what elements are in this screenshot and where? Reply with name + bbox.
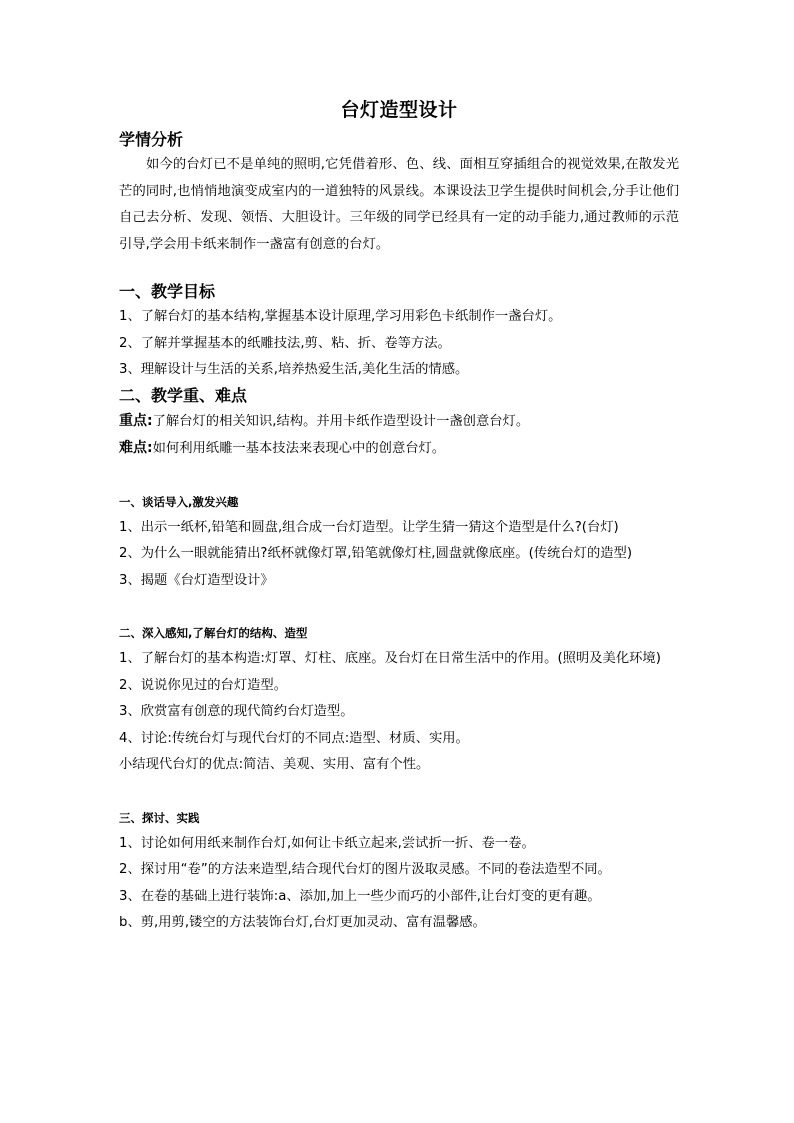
step1-item: 2、为什么一眼就能猜出?纸杯就像灯罩,铅笔就像灯柱,圆盘就像底座。(传统台灯的造型) xyxy=(119,546,633,561)
objectives-heading: 一、教学目标 xyxy=(119,282,216,301)
step2-summary: 小结现代台灯的优点:简洁、美观、实用、富有个性。 xyxy=(119,757,430,772)
focus-text: 了解台灯的相关知识,结构。并用卡纸作造型设计一盏创意台灯。 xyxy=(152,413,530,429)
step1-item: 3、揭题《台灯造型设计》 xyxy=(119,572,274,588)
step1-item: 1、出示一纸杯,铅笔和圆盘,组合成一台灯造型。让学生猜一猜这个造型是什么?(台灯) xyxy=(119,519,619,535)
focus-label: 重点: xyxy=(119,412,153,429)
document-title: 台灯造型设计 xyxy=(340,99,458,121)
step2-heading: 二、深入感知,了解台灯的结构、造型 xyxy=(119,626,308,640)
objective-item: 3、理解设计与生活的关系,培养热爱生活,美化生活的情感。 xyxy=(119,362,469,377)
step2-item: 2、说说你见过的台灯造型。 xyxy=(119,677,288,693)
step2-item: 4、讨论:传统台灯与现代台灯的不同点:造型、材质、实用。 xyxy=(119,730,469,746)
step3-item: 3、在卷的基础上进行装饰:a、添加,加上一些少而巧的小部件,让台灯变的更有趣。 xyxy=(119,888,601,904)
difficulty-text: 如何利用纸雕一基本技法来表现心中的创意台灯。 xyxy=(152,441,446,456)
document-body xyxy=(119,96,679,937)
analysis-heading: 学情分析 xyxy=(119,130,184,149)
focus-line xyxy=(119,408,679,436)
objective-item: 1、了解台灯的基本结构,掌握基本设计原理,学习用彩色卡纸制作一盏台灯。 xyxy=(119,309,562,324)
step3-item: b、剪,用剪,镂空的方法装饰台灯,台灯更加灵动、富有温馨感。 xyxy=(119,915,486,930)
step1-heading: 一、谈话导入,激发兴趣 xyxy=(119,494,239,509)
step2-item: 3、欣赏富有创意的现代简约台灯造型。 xyxy=(119,704,354,719)
key-points-heading: 二、教学重、难点 xyxy=(119,385,248,405)
step3-item: 2、探讨用“卷”的方法来造型,结合现代台灯的图片汲取灵感。不同的卷法造型不同。 xyxy=(119,862,611,877)
difficulty-line xyxy=(119,435,679,463)
step3-heading: 三、探讨、实践 xyxy=(119,810,200,825)
step2-item: 1、了解台灯的基本构造:灯罩、灯柱、底座。及台灯在日常生活中的作用。(照明及美化环境) xyxy=(119,651,661,666)
objective-item: 2、了解并掌握基本的纸雕技法,剪、粘、折、卷等方法。 xyxy=(119,335,451,351)
difficulty-label: 难点: xyxy=(119,440,153,456)
analysis-paragraph: 如今的台灯已不是单纯的照明,它凭借着形、色、线、面相互穿插组合的视觉效果,在散发光芒的同时,也悄悄地演变成室内的一道独特的风景线。本课设法卫学生提供时间机会,分手让他们自己去分析、发现、领悟、大胆设计。三年级的同学已经具有一定的动手能力,通过教师的示范引导,学会用卡纸来制作一盏富有创意的台灯。 xyxy=(119,157,679,252)
step3-item: 1、讨论如何用纸来制作台灯,如何让卡纸立起来,尝试折一折、卷一卷。 xyxy=(119,835,535,851)
